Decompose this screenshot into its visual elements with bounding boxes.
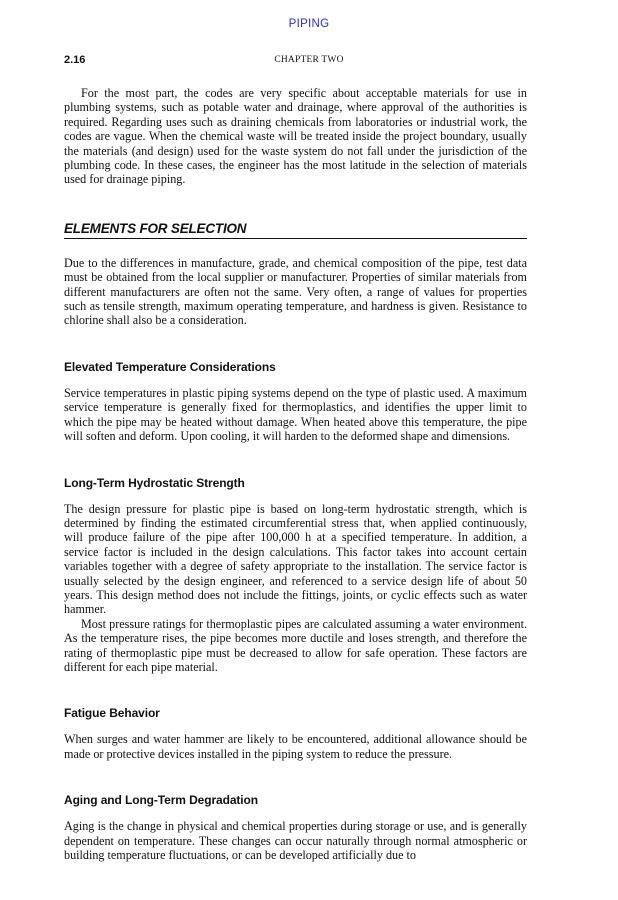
section-paragraph: Due to the differences in manufacture, grade, and chemical composition of the pipe, test data must be obtained from the local supplier or manufacturer. Properties of similar materials from different manufacturers are often not the same. Very often, a range of values for properties such as tensile strength, maximum operating temperature, and hardness is given. Resistance to chlorine shall also be a consideration.: [64, 255, 527, 328]
chapter-label: CHAPTER TWO: [274, 55, 344, 65]
hydrostatic-paragraph-1: The design pressure for plastic pipe is based on long-term hydrostatic strength, which is determined by finding the estimated circumferential stress that, when applied continuously, will produce failure of the pipe after 100,000 h at a specified temperature. In addition, a service factor is included in the design calculations. This factor takes into account certain variables together with a degree of safety appropriate to the installation. The service factor is usually selected by the design engineer, and referenced to a service design life of about 50 years. This design method does not include the fittings, joints, or cyclic effects such as water hammer.: [64, 501, 527, 617]
hydrostatic-paragraph-2: Most pressure ratings for thermoplastic pipes are calculated assuming a water environment. As the temperature rises, the pipe becomes more ductile and loses strength, and therefore the rating of thermoplastic pipe must be decreased to allow for safe operation. These factors are different for each pipe material.: [64, 616, 527, 674]
section-heading: ELEMENTS FOR SELECTION: [64, 221, 527, 239]
subheading-fatigue-behavior: Fatigue Behavior: [64, 706, 160, 721]
subheading-elevated-temperature: Elevated Temperature Considerations: [64, 359, 276, 374]
page-body: [64, 86, 527, 862]
running-head: PIPING: [288, 18, 330, 30]
fatigue-paragraph: When surges and water hammer are likely to be encountered, additional allowance should be made or protective devices installed in the piping system to reduce the pressure.: [64, 732, 527, 761]
elevated-temperature-paragraph: Service temperatures in plastic piping systems depend on the type of plastic used. A maximum service temperature is generally fixed for thermoplastics, and identifies the upper limit to which the pipe may be heated without damage. When heated above this temperature, the pipe will soften and deform. Upon cooling, it will harden to the deformed shape and dimensions.: [64, 385, 527, 444]
aging-paragraph: Aging is the change in physical and chemical properties during storage or use, and is generally dependent on temperature. These changes can occur naturally through normal atmospheric or building temperature fluctuations, or can be developed artificially due to: [64, 819, 527, 862]
subheading-hydrostatic-strength: Long-Term Hydrostatic Strength: [64, 475, 245, 490]
page-number: 2.16: [64, 54, 86, 66]
subheading-aging-degradation: Aging and Long-Term Degradation: [64, 793, 259, 808]
intro-paragraph: For the most part, the codes are very specific about acceptable materials for use in plumbing systems, such as potable water and drainage, where approval of the authorities is required. Regarding uses such as draining chemicals from laboratories or industrial work, the codes are vague. When the chemical waste will be treated inside the project boundary, usually the materials (and design) used for the waste system do not fall under the jurisdiction of the plumbing code. In these cases, the engineer has the most latitude in the selection of materials used for drainage piping.: [64, 86, 527, 187]
